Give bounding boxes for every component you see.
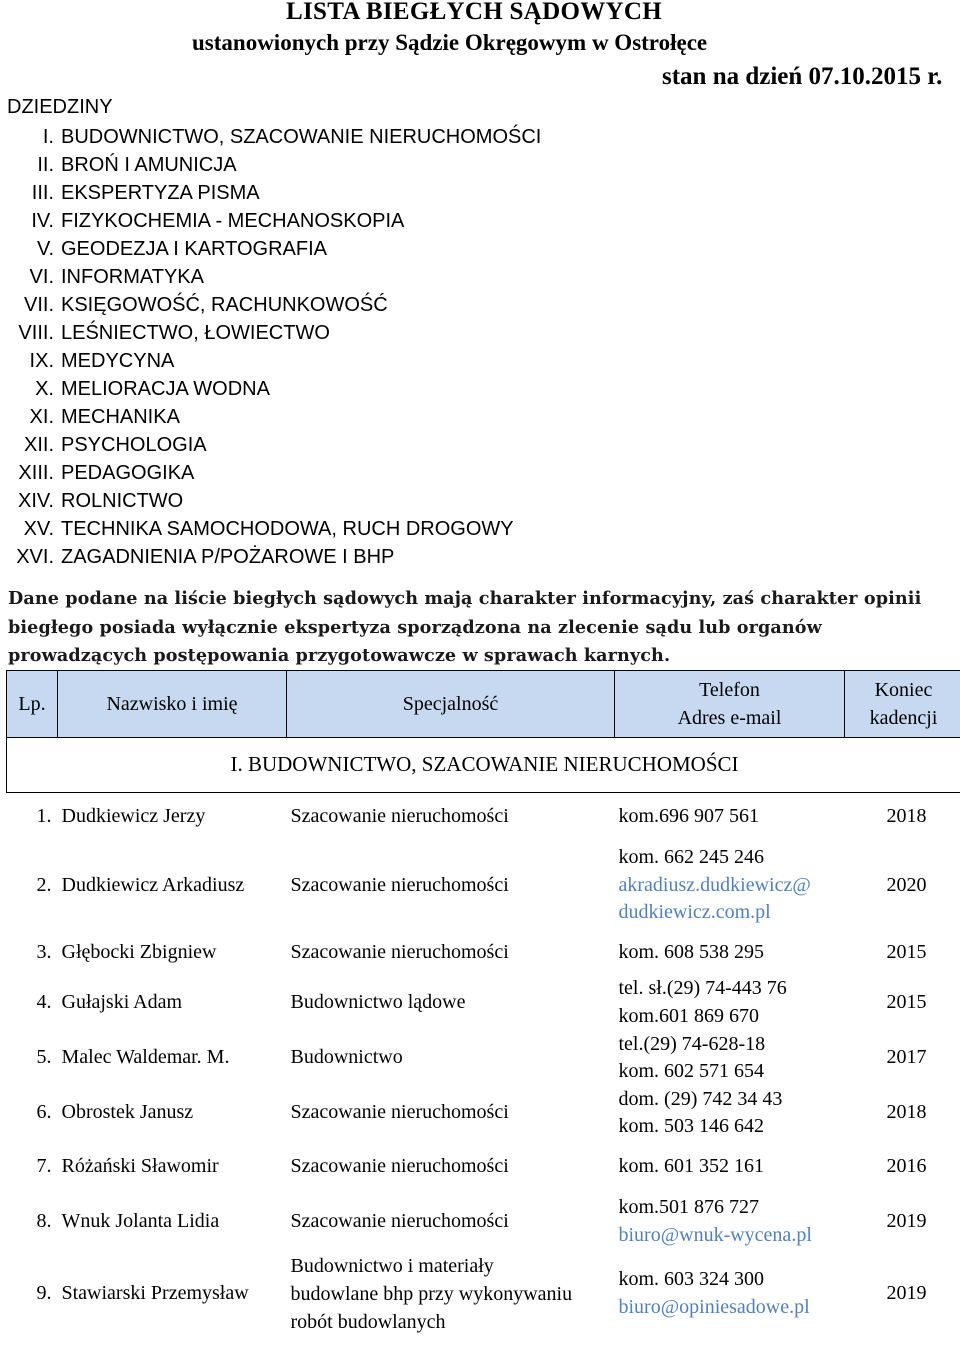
domain-label: ZAGADNIENIA P/POŻAROWE I BHP [61,546,395,568]
domain-number: X. [35,378,54,400]
cell-spec [287,1086,615,1141]
domain-label: BUDOWNICTWO, SZACOWANIE NIERUCHOMOŚCI [61,126,542,148]
domain-label: ROLNICTWO [61,490,184,512]
domain-number: XI. [29,406,54,428]
spec-line: Budownictwo lądowe [290,990,466,1013]
cell-spec [287,793,615,841]
cell-spec [287,1193,615,1251]
email-link[interactable]: biuro@wnuk-wycena.pl [618,1223,812,1246]
cell-lp: 3. [36,940,52,963]
spec-line: Budownictwo [290,1046,403,1069]
cell-contact [615,1193,845,1251]
cell-contact [615,841,845,931]
table-row [7,1193,960,1251]
col-header-spec: Specjalność [287,671,615,738]
cell-name: Wnuk Jolanta Lidia [61,1209,220,1232]
document-subtitle: ustanowionych przy Sądzie Okręgowym w Ostrołęce [192,30,708,55]
domain-number: XVI. [16,546,54,568]
cell-end: 2020 [886,873,927,896]
spec-line: Szacowanie nieruchomości [290,873,509,896]
contact-line: dom. (29) 742 34 43 [618,1087,783,1110]
table-row [7,1141,960,1193]
cell-spec [287,1031,615,1086]
col-header-contact [615,671,845,738]
cell-contact [615,1086,845,1141]
table-row [7,1031,960,1086]
cell-end: 2019 [886,1209,927,1232]
domain-number: IX. [29,350,54,372]
col-header-end [845,671,960,738]
cell-spec [287,931,615,975]
domain-number: II. [37,154,54,176]
cell-end: 2019 [886,1281,927,1304]
cell-lp: 5. [36,1046,52,1069]
cell-name: Różański Sławomir [61,1154,219,1177]
contact-line: kom. 601 352 161 [618,1154,765,1177]
cell-spec [287,841,615,931]
contact-line: kom. 602 571 654 [618,1060,765,1082]
domain-label: MELIORACJA WODNA [61,378,270,400]
domain-label: KSIĘGOWOŚĆ, RACHUNKOWOŚĆ [61,294,388,316]
domain-number: XII. [23,434,54,456]
spec-line: budowlane bhp przy wykonywaniu [290,1282,573,1305]
document-title: LISTA BIEGŁYCH SĄDOWYCH [286,0,662,25]
domain-label: LEŚNIECTWO, ŁOWIECTWO [61,322,330,344]
cell-name: Dudkiewicz Arkadiusz [61,873,245,896]
cell-end: 2015 [886,990,927,1013]
domain-number: VII. [23,294,54,316]
cell-name: Obrostek Janusz [61,1101,194,1124]
cell-end: 2018 [886,805,927,827]
cell-end: 2015 [886,940,927,963]
table-row [7,1251,960,1337]
cell-name: Malec Waldemar. M. [61,1046,230,1069]
cell-name: Gułajski Adam [61,990,183,1013]
spec-line: Szacowanie nieruchomości [290,1209,509,1232]
cell-end: 2017 [886,1046,927,1069]
domain-number: VI. [29,266,54,288]
spec-line: Szacowanie nieruchomości [290,940,509,963]
contact-line: kom.601 869 670 [618,1004,760,1027]
cell-lp: 2. [36,873,52,896]
domain-label: GEODEZJA I KARTOGRAFIA [61,238,327,260]
domain-label: TECHNIKA SAMOCHODOWA, RUCH DROGOWY [61,518,514,540]
cell-lp: 8. [36,1209,52,1232]
cell-spec [287,1141,615,1193]
cell-contact [615,1251,845,1337]
domain-label: INFORMATYKA [61,266,204,288]
contact-line: tel.(29) 74-628-18 [618,1032,766,1055]
email-link[interactable]: biuro@opiniesadowe.pl [618,1295,810,1318]
section-row [7,738,960,793]
cell-name: Dudkiewicz Jerzy [61,805,206,827]
cell-lp: 1. [36,805,52,827]
table-row [7,975,960,1031]
cell-name: Głębocki Zbigniew [61,940,217,963]
col-header-contact-line1: Telefon [699,679,760,701]
domain-number: IV. [31,210,54,232]
cell-contact [615,931,845,975]
spec-line: Szacowanie nieruchomości [290,1101,509,1124]
col-header-end-line1: Koniec [874,679,933,701]
domain-label: FIZYKOCHEMIA - MECHANOSKOPIA [61,210,405,232]
cell-lp: 4. [36,990,52,1013]
document-date: stan na dzień 07.10.2015 r. [662,63,943,90]
section-title: I. BUDOWNICTWO, SZACOWANIE NIERUCHOMOŚCI [7,738,960,793]
contact-line: tel. sł.(29) 74-443 76 [618,977,787,999]
col-header-end-line2: kadencji [869,707,938,729]
contact-line: kom. 603 324 300 [618,1268,765,1290]
email-link[interactable]: dudkiewicz.com.pl [618,901,771,924]
domain-number: V. [36,238,54,260]
cell-end: 2018 [886,1101,927,1124]
contact-line: kom. 662 245 246 [618,846,765,869]
domain-number: XIV. [18,490,54,512]
cell-lp: 6. [36,1101,52,1124]
cell-name: Stawiarski Przemysław [61,1281,249,1304]
cell-end: 2016 [886,1154,927,1177]
domain-label: BROŃ I AMUNICJA [61,154,237,176]
table-row [7,931,960,975]
table-row [7,1086,960,1141]
contact-line: kom.501 876 727 [618,1196,760,1218]
col-header-name: Nazwisko i imię [58,671,287,738]
table-header-row [7,671,960,738]
domain-number: XV. [23,518,54,540]
contact-line: kom. 503 146 642 [618,1115,765,1137]
domain-number: III. [31,182,54,204]
contact-line: kom. 608 538 295 [618,940,765,963]
cell-lp: 9. [36,1281,52,1304]
domain-number: I. [42,126,54,148]
table-row [7,793,960,841]
domain-label: EKSPERTYZA PISMA [61,182,260,204]
cell-spec [287,1251,615,1337]
cell-lp: 7. [36,1154,52,1177]
experts-table [6,670,960,1337]
domains-heading: DZIEDZINY [7,96,113,118]
domain-label: MECHANIKA [61,406,180,428]
col-header-lp: Lp. [7,671,58,738]
cell-contact [615,975,845,1031]
spec-line: robót budowlanych [290,1310,446,1333]
table-row [7,841,960,931]
domain-number: XIII. [18,462,54,484]
email-link[interactable]: akradiusz.dudkiewicz@ [618,873,811,896]
spec-line: Szacowanie nieruchomości [290,1154,509,1177]
spec-line: Budownictwo i materiały [290,1254,494,1277]
col-header-contact-line2: Adres e-mail [677,707,782,729]
cell-contact [615,1031,845,1086]
domain-number: VIII. [18,322,54,344]
domain-label: PSYCHOLOGIA [61,434,207,456]
cell-contact [615,793,845,841]
domain-label: PEDAGOGIKA [61,462,195,484]
cell-contact [615,1141,845,1193]
contact-line: kom.696 907 561 [618,805,760,827]
cell-spec [287,975,615,1031]
disclaimer-note: Dane podane na liście biegłych sądowych mają charakter informacyjny, zaś charakter opinii biegłego posiada wyłącznie ekspertyza sporządzona na zlecenie sądu lub organów prowadzących postępowania przygotowawcze w sprawach karnych. [8,588,922,666]
domain-label: MEDYCYNA [61,350,175,372]
spec-line: Szacowanie nieruchomości [290,805,509,827]
